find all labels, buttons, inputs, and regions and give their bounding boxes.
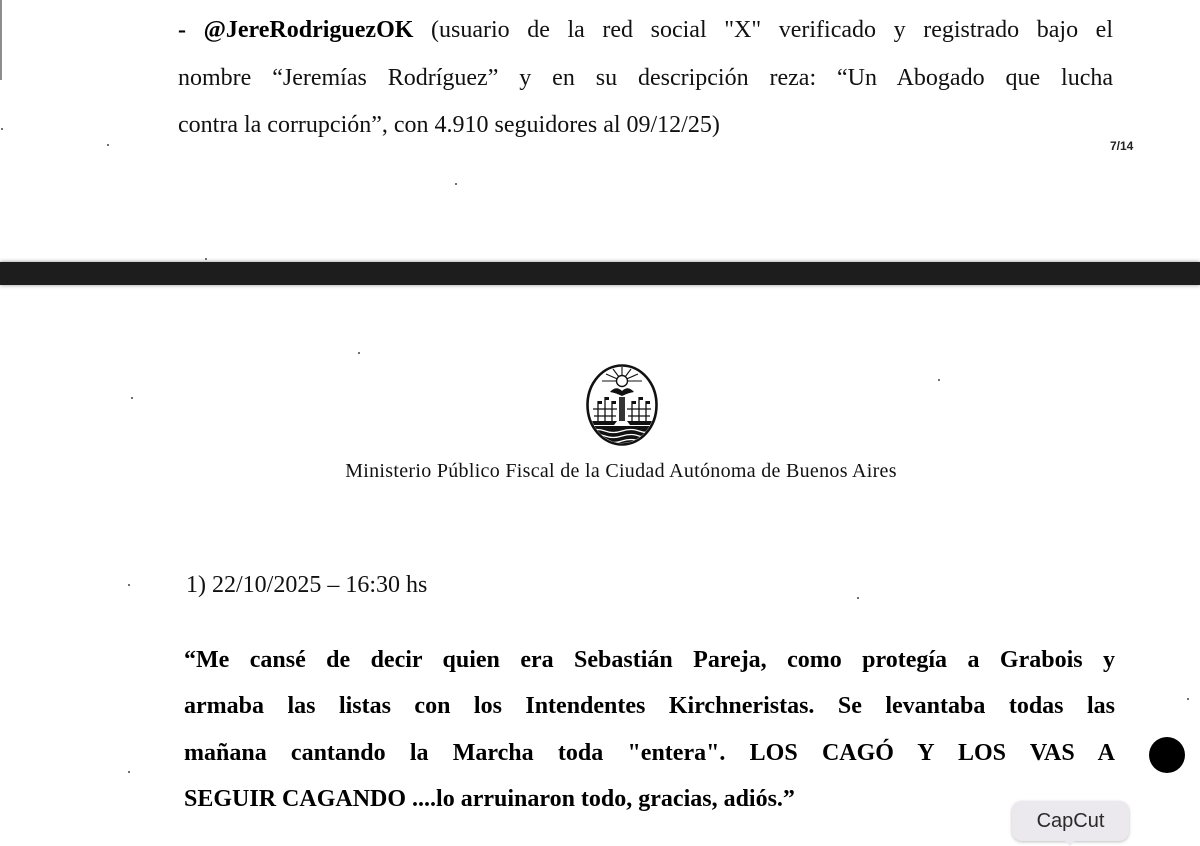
scan-speck [205,258,207,260]
scan-speck [128,584,130,586]
capcut-tooltip-tail [1064,840,1076,846]
bullet-line-2: nombre “Jeremías Rodríguez” y en su descripción reza: “Un Abogado que lucha [178,64,1113,91]
page-separator [0,262,1200,285]
quote-line: SEGUIR CAGANDO ....lo arruinaron todo, gracias, adiós.” [184,785,795,812]
entry-date: 1) 22/10/2025 – 16:30 hs [186,572,428,598]
scan-speck [938,379,940,381]
capcut-watermark[interactable]: CapCut [1012,801,1129,841]
previous-page-text [178,7,1113,150]
scan-speck [107,144,109,146]
quote-line: armaba las listas con los Intendentes Kirchneristas. Se levantaba todas las [184,693,1115,720]
quote-block [184,637,1115,822]
black-dot [1149,737,1185,773]
scan-speck [128,771,130,773]
ministry-header: Ministerio Público Fiscal de la Ciudad Autónoma de Buenos Aires [345,460,897,482]
bullet-line-1 [178,7,1113,55]
page-number: 7/14 [1110,139,1134,153]
scan-speck [131,397,133,399]
x-handle: - @JereRodriguezOK [178,17,414,43]
quote-line: mañana cantando la Marcha toda "entera". LOS CAGÓ Y LOS VAS A [184,739,1115,766]
quote-line: “Me cansé de decir quien era Sebastián Pareja, como protegía a Grabois y [184,647,1115,673]
city-seal-logo [585,363,659,447]
scan-speck [857,597,859,599]
page-edge-line [0,0,2,80]
scan-speck [1187,698,1189,700]
scan-speck [455,183,457,185]
bullet-line-1-text: (usuario de la red social "X" verificado y registrado bajo el [413,17,1113,43]
scan-speck [358,352,360,354]
scan-speck [1,128,3,130]
bullet-line-3: contra la corrupción”, con 4.910 seguidores al 09/12/25) [178,112,720,138]
city-seal-icon [585,363,659,447]
